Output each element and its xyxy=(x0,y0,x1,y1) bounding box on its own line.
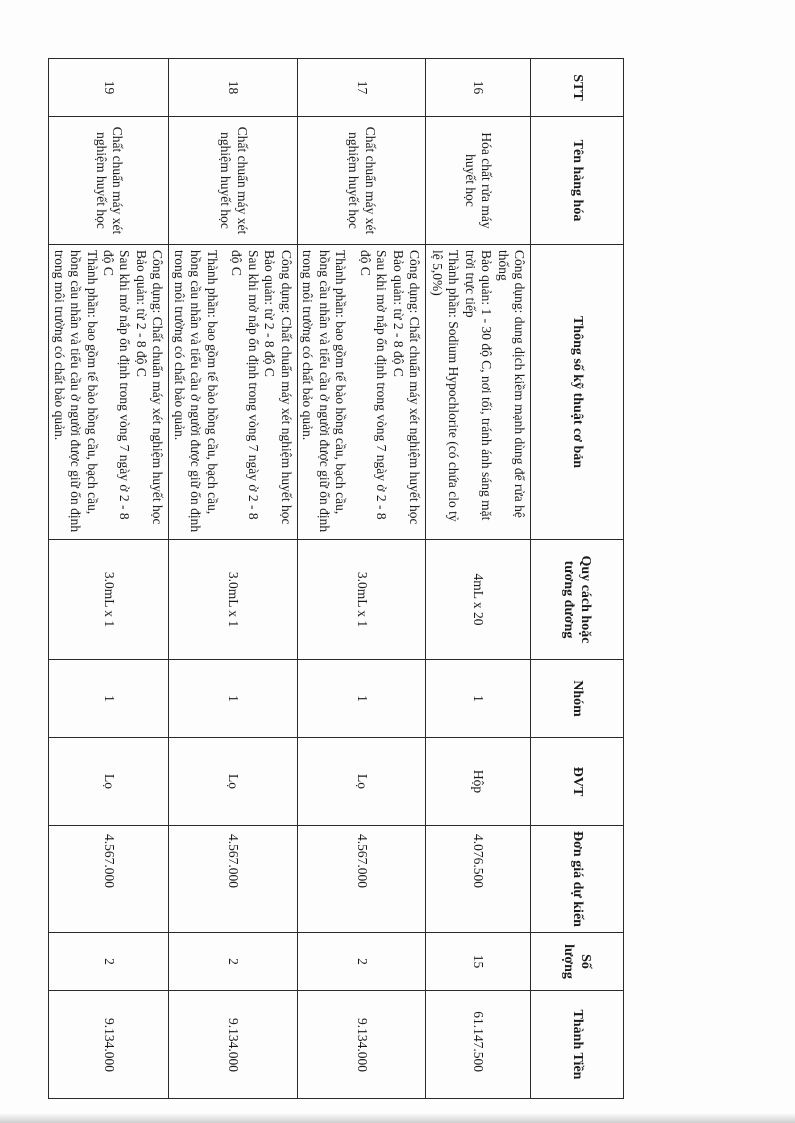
spec-line: Sau khi mở nắp ổn định trong vòng 7 ngày ở 2 - 8 độ C xyxy=(229,250,261,520)
spec-line: Bảo quản: từ 2 - 8 độ C xyxy=(262,250,278,377)
product-table xyxy=(48,58,624,1099)
cell-pack: 4mL x 20 xyxy=(426,540,531,660)
spec-line: Công dụng: Chất chuẩn máy xét nghiệm huyết học xyxy=(150,250,166,525)
cell-qty: 15 xyxy=(426,933,531,991)
cell-pack: 3.0mL x 1 xyxy=(49,540,169,660)
spec-gap xyxy=(220,250,228,534)
table-row xyxy=(297,59,425,1099)
cell-name: Hóa chất rửa máy huyết học xyxy=(426,117,531,245)
cell-unit: Lọ xyxy=(169,738,297,826)
spec-line: Thành phần: bao gồm tế bào hồng cầu, bạch cầu, hồng cầu nhân và tiểu cầu ở người được giữ ổn định trong môi trường có chất bảo quản. xyxy=(300,250,349,533)
header-name: Tên hàng hóa xyxy=(531,117,624,245)
cell-total: 61.147.500 xyxy=(426,991,531,1099)
cell-price: 4.076.500 xyxy=(426,826,531,933)
cell-unit: Lọ xyxy=(49,738,169,826)
cell-total: 9.134.000 xyxy=(49,991,169,1099)
header-spec: Thông số kỹ thuật cơ bản xyxy=(531,245,624,540)
header-unit: ĐVT xyxy=(531,738,624,826)
spec-gap xyxy=(348,250,356,534)
cell-stt: 16 xyxy=(426,59,531,117)
cell-price: 4.567.000 xyxy=(49,826,169,933)
cell-stt: 19 xyxy=(49,59,169,117)
header-total: Thành Tiền xyxy=(531,991,624,1099)
spec-line: Công dụng: dung dịch kiềm mạnh dùng để rửa hệ thống xyxy=(495,250,527,518)
spec-line: Bảo quản: từ 2 - 8 độ C xyxy=(390,250,406,377)
cell-name: Chất chuẩn máy xét nghiệm huyết học xyxy=(49,117,169,245)
cell-qty: 2 xyxy=(169,933,297,991)
cell-group: 1 xyxy=(426,660,531,738)
cell-stt: 17 xyxy=(297,59,425,117)
cell-spec xyxy=(49,245,169,540)
cell-pack: 3.0mL x 1 xyxy=(169,540,297,660)
header-price: Đơn giá dự kiến xyxy=(531,826,624,933)
table-row xyxy=(49,59,169,1099)
spec-line: Sau khi mở nắp ổn định trong vòng 7 ngày ở 2 - 8 độ C xyxy=(101,250,133,520)
spec-line: Thành phần: Sodium Hypochlorite (có chứa clo tỷ lệ 5,0%) xyxy=(429,250,462,522)
cell-group: 1 xyxy=(169,660,297,738)
cell-qty: 2 xyxy=(49,933,169,991)
header-row xyxy=(531,59,624,1099)
cell-total: 9.134.000 xyxy=(297,991,425,1099)
cell-pack: 3.0mL x 1 xyxy=(297,540,425,660)
table-row xyxy=(169,59,297,1099)
cell-total: 9.134.000 xyxy=(169,991,297,1099)
cell-qty: 2 xyxy=(297,933,425,991)
header-pack: Quy cách hoặc tương đương xyxy=(531,540,624,660)
scan-edge-shadow xyxy=(0,1113,795,1123)
spec-line: Công dụng: Chất chuẩn máy xét nghiệm huyết học xyxy=(278,250,294,525)
cell-spec xyxy=(426,245,531,540)
cell-name: Chất chuẩn máy xét nghiệm huyết học xyxy=(169,117,297,245)
table-row xyxy=(426,59,531,1099)
cell-price: 4.567.000 xyxy=(169,826,297,933)
cell-group: 1 xyxy=(49,660,169,738)
header-stt: STT xyxy=(531,59,624,117)
cell-stt: 18 xyxy=(169,59,297,117)
spec-line: Thành phần: bao gồm tế bào hồng cầu, bạch cầu, hồng cầu nhân và tiểu cầu ở người được giữ ổn định trong môi trường có chất bảo quản. xyxy=(51,250,100,533)
spec-line: Bảo quản: từ 2 - 8 độ C xyxy=(133,250,149,377)
cell-name: Chất chuẩn máy xét nghiệm huyết học xyxy=(297,117,425,245)
cell-spec xyxy=(297,245,425,540)
spec-line: Sau khi mở nắp ổn định trong vòng 7 ngày ở 2 - 8 độ C xyxy=(357,250,390,520)
cell-group: 1 xyxy=(297,660,425,738)
cell-unit: Hộp xyxy=(426,738,531,826)
cell-spec xyxy=(169,245,297,540)
header-qty: Số lượng xyxy=(531,933,624,991)
header-group: Nhóm xyxy=(531,660,624,738)
spec-line: Bảo quản: 1 - 30 độ C, nơi tối, tránh ánh sáng mặt trời trực tiếp xyxy=(462,250,495,521)
spec-line: Công dụng: Chất chuẩn máy xét nghiệm huyết học xyxy=(407,250,422,525)
cell-unit: Lọ xyxy=(297,738,425,826)
spec-line: Thành phần: bao gồm tế bào hồng cầu, bạch cầu, hồng cầu nhân và tiểu cầu ở người được giữ ổn định trong môi trường có chất bảo quản. xyxy=(171,250,220,533)
cell-price: 4.567.000 xyxy=(297,826,425,933)
